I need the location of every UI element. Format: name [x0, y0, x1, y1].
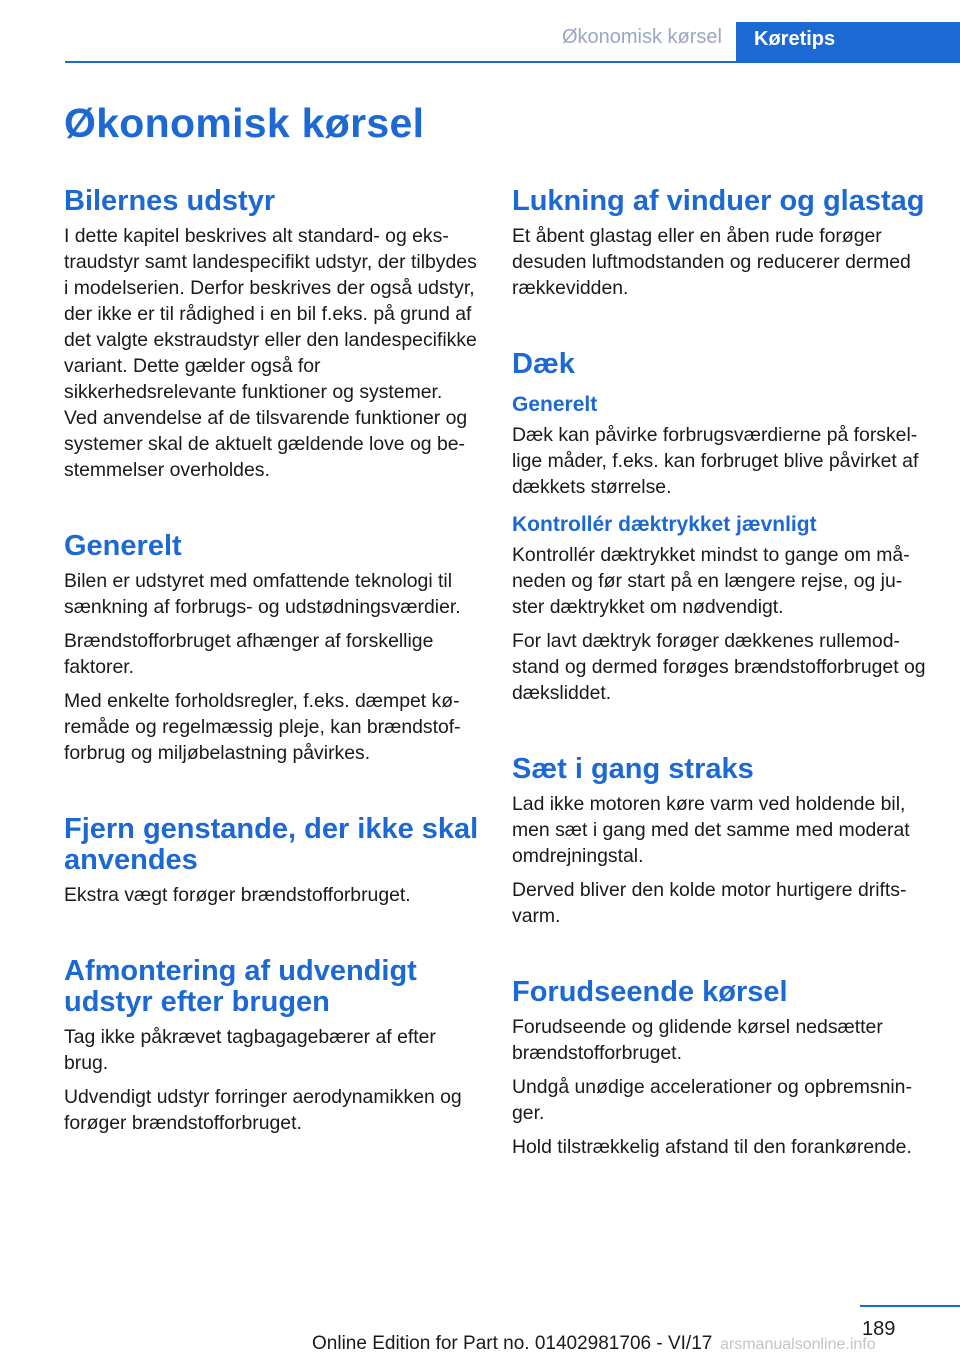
page-header	[0, 0, 960, 62]
paragraph: Udvendigt udstyr forringer aerodynamikken og forøger brændstofforbruget.	[64, 1086, 462, 1134]
heading-generelt: Generelt	[64, 530, 182, 562]
page-number: 189	[862, 1318, 896, 1340]
right-column	[512, 186, 928, 1160]
heading-forudseende-korsel: Forudseende kørsel	[512, 976, 788, 1008]
heading-daek: Dæk	[512, 348, 575, 380]
heading-saet-i-gang: Sæt i gang straks	[512, 753, 754, 785]
paragraph: Forudseende og glidende kørsel nedsætter brændstofforbruget.	[512, 1016, 883, 1064]
subheading-kontroller-daektryk: Kontrollér dæktrykket jævnligt	[512, 513, 817, 536]
edition-footer: Online Edition for Part no. 01402981706 - VI/17	[312, 1333, 713, 1354]
heading-fjern-genstande: Fjern genstande, der ikke skal anvendes	[64, 813, 479, 876]
paragraph: Med enkelte forholdsregler, f.eks. dæmpet køremåde og regelmæssig pleje, kan brændstofforbrug og miljøbelastning påvirkes.	[64, 690, 461, 764]
subheading-generelt: Generelt	[512, 393, 598, 416]
paragraph: Et åbent glastag eller en åben rude forøger desuden luftmodstanden og reducerer dermed rækkevidden.	[512, 225, 911, 299]
footer-divider	[860, 1305, 960, 1307]
paragraph: Hold tilstrækkelig afstand til den forankørende.	[512, 1136, 912, 1158]
paragraph: For lavt dæktryk forøger dækkenes rullemodstand og dermed forøges brændstofforbruget og dæksliddet.	[512, 630, 926, 704]
watermark: arsmanualsonline.info	[720, 1336, 876, 1353]
heading-afmontering: Afmontering af udvendigt udstyr efter brugen	[64, 955, 417, 1018]
header-chapter-tab: Køretips	[736, 22, 960, 62]
paragraph: Brændstofforbruget afhænger af forskellige faktorer.	[64, 630, 434, 678]
paragraph: I dette kapitel beskrives alt standard- og ekstraudstyr samt landespecifikt udstyr, der tilbydes i modelserien. Derfor beskrives der også udstyr, der ikke er til rådighed i en bil f.eks. på grund af det valgte ekstraudstyr eller den landespecifikke variant. Dette gælder også for sikkerhedsrelevante funktioner og systemer. Ved anvendelse af de tilsvarende funktioner og systemer skal de aktuelt gældende love og bestemmelser overholdes.	[64, 225, 477, 481]
paragraph: Ekstra vægt forøger brændstofforbruget.	[64, 884, 411, 906]
header-divider	[65, 61, 960, 63]
paragraph: Tag ikke påkrævet tagbagagebærer af efter brug.	[64, 1026, 436, 1074]
page-title: Økonomisk kørsel	[64, 100, 425, 146]
paragraph: Lad ikke motoren køre varm ved holdende bil, men sæt i gang med det samme med moderat omdrejningstal.	[512, 793, 910, 867]
header-section-label: Økonomisk kørsel	[561, 26, 722, 48]
heading-lukning-vinduer: Lukning af vinduer og glastag	[512, 185, 925, 217]
paragraph: Bilen er udstyret med omfattende teknologi til sænkning af forbrugs- og udstødningsværdier.	[64, 570, 461, 618]
paragraph: Derved bliver den kolde motor hurtigere driftsvarm.	[512, 879, 907, 927]
paragraph: Kontrollér dæktrykket mindst to gange om måneden og før start på en længere rejse, og juster dæktrykket om nødvendigt.	[512, 544, 910, 618]
paragraph: Dæk kan påvirke forbrugsværdierne på forskellige måder, f.eks. kan forbruget blive påvirket af dækkets størrelse.	[512, 424, 919, 498]
paragraph: Undgå unødige accelerationer og opbremsninger.	[512, 1076, 912, 1124]
heading-bilernes-udstyr: Bilernes udstyr	[64, 185, 276, 217]
left-column	[64, 186, 480, 1136]
